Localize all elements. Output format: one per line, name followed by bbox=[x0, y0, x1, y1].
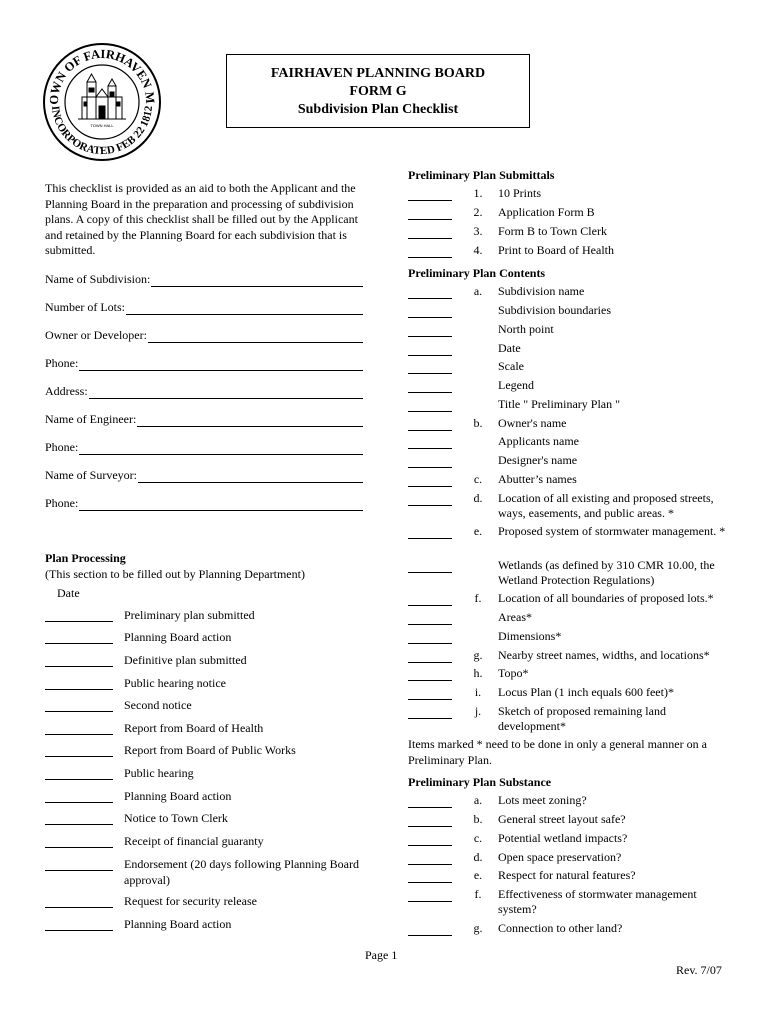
check-blank-line[interactable] bbox=[408, 219, 452, 220]
check-blank-line[interactable] bbox=[408, 680, 452, 681]
date-blank-line[interactable] bbox=[45, 689, 113, 690]
item-letter: i. bbox=[474, 685, 482, 699]
date-blank-line[interactable] bbox=[45, 711, 113, 712]
submittal-item: Application Form B bbox=[498, 205, 595, 219]
form-field-row bbox=[45, 440, 363, 455]
date-blank-line[interactable] bbox=[45, 734, 113, 735]
check-blank-line[interactable] bbox=[408, 430, 452, 431]
page-number: Page 1 bbox=[365, 948, 398, 962]
contents-item: Legend bbox=[498, 378, 534, 392]
contents-item: Applicants name bbox=[498, 434, 579, 448]
submittal-item: Form B to Town Clerk bbox=[498, 224, 607, 238]
check-blank-line[interactable] bbox=[408, 486, 452, 487]
contents-item: North point bbox=[498, 322, 554, 336]
check-blank-line[interactable] bbox=[408, 355, 452, 356]
substance-item: Respect for natural features? bbox=[498, 868, 636, 882]
form-field-label: Address: bbox=[45, 384, 88, 398]
seal-center-text: TOWN HALL bbox=[90, 123, 114, 128]
item-letter: a. bbox=[473, 793, 483, 807]
check-blank-line[interactable] bbox=[408, 317, 452, 318]
form-field-label: Number of Lots: bbox=[45, 300, 125, 314]
item-letter: d. bbox=[473, 491, 483, 505]
form-field-label: Name of Surveyor: bbox=[45, 468, 137, 482]
plan-processing-heading bbox=[45, 551, 305, 582]
contents-item: Nearby street names, widths, and locations* bbox=[498, 648, 710, 662]
check-blank-line[interactable] bbox=[408, 200, 452, 201]
form-field-input-line[interactable] bbox=[79, 358, 363, 371]
item-letter: 1. bbox=[473, 186, 483, 200]
date-blank-line[interactable] bbox=[45, 824, 113, 825]
form-field-row bbox=[45, 412, 363, 427]
contents-item: Date bbox=[498, 341, 521, 355]
check-blank-line[interactable] bbox=[408, 538, 452, 539]
date-blank-line[interactable] bbox=[45, 802, 113, 803]
form-header bbox=[226, 54, 530, 128]
substance-item: Open space preservation? bbox=[498, 850, 622, 864]
item-letter: b. bbox=[473, 416, 483, 430]
form-field-row bbox=[45, 356, 363, 371]
form-field-row bbox=[45, 496, 363, 511]
check-blank-line[interactable] bbox=[408, 238, 452, 239]
date-blank-line[interactable] bbox=[45, 870, 113, 871]
plan-processing-item: Public hearing bbox=[124, 766, 194, 780]
item-letter: e. bbox=[473, 868, 483, 882]
check-blank-line[interactable] bbox=[408, 505, 452, 506]
check-blank-line[interactable] bbox=[408, 901, 452, 902]
substance-heading: Preliminary Plan Substance bbox=[408, 775, 552, 789]
submittal-item: Print to Board of Health bbox=[498, 243, 614, 257]
item-letter: 4. bbox=[473, 243, 483, 257]
check-blank-line[interactable] bbox=[408, 336, 452, 337]
town-hall-illustration bbox=[78, 74, 126, 119]
plan-processing-title: Plan Processing bbox=[45, 551, 126, 565]
item-letter: d. bbox=[473, 850, 483, 864]
plan-processing-item: Notice to Town Clerk bbox=[124, 811, 228, 825]
check-blank-line[interactable] bbox=[408, 662, 452, 663]
check-blank-line[interactable] bbox=[408, 572, 452, 573]
check-blank-line[interactable] bbox=[408, 845, 452, 846]
plan-processing-item: Report from Board of Public Works bbox=[124, 743, 296, 757]
submittal-item: 10 Prints bbox=[498, 186, 542, 200]
header-subtitle: Subdivision Plan Checklist bbox=[297, 102, 459, 117]
item-letter: b. bbox=[473, 812, 483, 826]
contents-item: Topo* bbox=[498, 666, 529, 680]
check-blank-line[interactable] bbox=[408, 643, 452, 644]
date-blank-line[interactable] bbox=[45, 907, 113, 908]
plan-processing-item: Report from Board of Health bbox=[124, 721, 264, 735]
check-blank-line[interactable] bbox=[408, 699, 452, 700]
contents-item: Wetlands (as defined by 310 CMR 10.00, the Wetland Protection Regulations) bbox=[498, 558, 715, 587]
plan-processing-item: Planning Board action bbox=[124, 917, 232, 931]
substance-item: Lots meet zoning? bbox=[498, 793, 587, 807]
check-blank-line[interactable] bbox=[408, 448, 452, 449]
contents-item: Scale bbox=[498, 359, 524, 373]
plan-processing-item: Public hearing notice bbox=[124, 676, 226, 690]
item-letter: f. bbox=[474, 887, 482, 901]
form-field-row bbox=[45, 468, 363, 483]
plan-processing-item: Definitive plan submitted bbox=[124, 653, 247, 667]
form-field-input-line[interactable] bbox=[79, 442, 363, 455]
contents-item: Designer's name bbox=[498, 453, 578, 467]
check-blank-line[interactable] bbox=[408, 411, 452, 412]
check-blank-line[interactable] bbox=[408, 807, 452, 808]
form-field-label: Owner or Developer: bbox=[45, 328, 147, 342]
form-field-row bbox=[45, 272, 363, 287]
plan-processing-item: Receipt of financial guaranty bbox=[124, 834, 264, 848]
form-field-label: Phone: bbox=[45, 496, 79, 510]
item-letter: g. bbox=[473, 648, 483, 662]
check-blank-line[interactable] bbox=[408, 373, 452, 374]
contents-item: Locus Plan (1 inch equals 600 feet)* bbox=[498, 685, 674, 699]
form-field-label: Phone: bbox=[45, 356, 79, 370]
contents-item: Location of all boundaries of proposed lots.* bbox=[498, 591, 714, 605]
substance-item: Connection to other land? bbox=[498, 921, 623, 935]
contents-item: Title " Preliminary Plan " bbox=[498, 397, 621, 411]
seal-top-text: OWN OF FAIRHAVEN M bbox=[46, 46, 158, 105]
form-field-row bbox=[45, 328, 363, 343]
check-blank-line[interactable] bbox=[408, 467, 452, 468]
contents-item: Dimensions* bbox=[498, 629, 562, 643]
form-field-input-line[interactable] bbox=[138, 470, 363, 483]
town-seal bbox=[42, 42, 162, 162]
contents-item: Subdivision boundaries bbox=[498, 303, 611, 317]
form-field-input-line[interactable] bbox=[126, 302, 363, 315]
submittals-heading: Preliminary Plan Submittals bbox=[408, 168, 555, 182]
form-field-label: Phone: bbox=[45, 440, 79, 454]
contents-item: Proposed system of stormwater management. * bbox=[498, 524, 726, 538]
plan-processing-item: Preliminary plan submitted bbox=[124, 608, 255, 622]
check-blank-line[interactable] bbox=[408, 605, 452, 606]
item-letter: 3. bbox=[473, 224, 483, 238]
plan-processing-item: Endorsement (20 days following Planning Board approval) bbox=[124, 857, 359, 887]
header-form-id: FORM G bbox=[349, 84, 407, 99]
item-letter: a. bbox=[473, 284, 483, 298]
item-letter: 2. bbox=[473, 205, 483, 219]
check-blank-line[interactable] bbox=[408, 298, 452, 299]
plan-processing-item: Planning Board action bbox=[124, 630, 232, 644]
item-letter: c. bbox=[473, 831, 483, 845]
date-blank-line[interactable] bbox=[45, 756, 113, 757]
check-blank-line[interactable] bbox=[408, 935, 452, 936]
check-blank-line[interactable] bbox=[408, 392, 452, 393]
asterisk-note: Items marked * need to be done in only a general manner on a Preliminary Plan. bbox=[408, 737, 707, 767]
check-blank-line[interactable] bbox=[408, 882, 452, 883]
seal-bottom-text: INCORPORATED FEB 22 1812 bbox=[49, 105, 156, 158]
date-blank-line[interactable] bbox=[45, 666, 113, 667]
plan-processing-item: Second notice bbox=[124, 698, 192, 712]
form-field-label: Name of Engineer: bbox=[45, 412, 137, 426]
date-blank-line[interactable] bbox=[45, 643, 113, 644]
contents-item: Areas* bbox=[498, 610, 532, 624]
form-field-input-line[interactable] bbox=[148, 330, 363, 343]
form-field-input-line[interactable] bbox=[89, 386, 363, 399]
check-blank-line[interactable] bbox=[408, 864, 452, 865]
svg-text:TOWN OF FAIRHAVEN MA bbox=[42, 42, 157, 105]
contents-item: Location of all existing and proposed streets, ways, easements, and public areas. * bbox=[498, 491, 714, 520]
item-letter: h. bbox=[473, 666, 483, 680]
intro-paragraph: This checklist is provided as an aid to both the Applicant and the Planning Board in the preparation and processing of subdivision plans. A copy of this checklist shall be filled out by the Applicant and retained by the Planning Board for each subdivision that is submitted. bbox=[45, 181, 358, 258]
substance-item: General street layout safe? bbox=[498, 812, 626, 826]
date-blank-line[interactable] bbox=[45, 621, 113, 622]
item-letter: f. bbox=[474, 591, 482, 605]
form-field-label: Name of Subdivision: bbox=[45, 272, 151, 286]
date-blank-line[interactable] bbox=[45, 930, 113, 931]
date-column-label: Date bbox=[57, 586, 80, 600]
substance-item: Potential wetland impacts? bbox=[498, 831, 628, 845]
revision-label: Rev. 7/07 bbox=[676, 963, 722, 977]
item-letter: c. bbox=[473, 472, 483, 486]
form-field-row bbox=[45, 300, 363, 315]
header-title: FAIRHAVEN PLANNING BOARD bbox=[270, 66, 486, 81]
form-field-input-line[interactable] bbox=[137, 414, 363, 427]
item-letter: e. bbox=[473, 524, 483, 538]
form-field-row bbox=[45, 384, 363, 399]
contents-item: Subdivision name bbox=[498, 284, 585, 298]
check-blank-line[interactable] bbox=[408, 826, 452, 827]
plan-processing-subtitle: (This section to be filled out by Planning Department) bbox=[45, 566, 305, 581]
substance-item: Effectiveness of stormwater management system? bbox=[498, 887, 697, 916]
form-field-input-line[interactable] bbox=[151, 274, 363, 287]
date-blank-line[interactable] bbox=[45, 779, 113, 780]
item-letter: j. bbox=[474, 704, 482, 718]
contents-item: Owner's name bbox=[498, 416, 567, 430]
check-blank-line[interactable] bbox=[408, 718, 452, 719]
item-letter: g. bbox=[473, 921, 483, 935]
contents-item: Abutter’s names bbox=[498, 472, 577, 486]
contents-heading: Preliminary Plan Contents bbox=[408, 266, 546, 280]
contents-item: Sketch of proposed remaining land development* bbox=[498, 704, 666, 733]
check-blank-line[interactable] bbox=[408, 624, 452, 625]
form-field-input-line[interactable] bbox=[79, 498, 363, 511]
plan-processing-item: Planning Board action bbox=[124, 789, 232, 803]
check-blank-line[interactable] bbox=[408, 257, 452, 258]
date-blank-line[interactable] bbox=[45, 847, 113, 848]
plan-processing-item: Request for security release bbox=[124, 894, 257, 908]
